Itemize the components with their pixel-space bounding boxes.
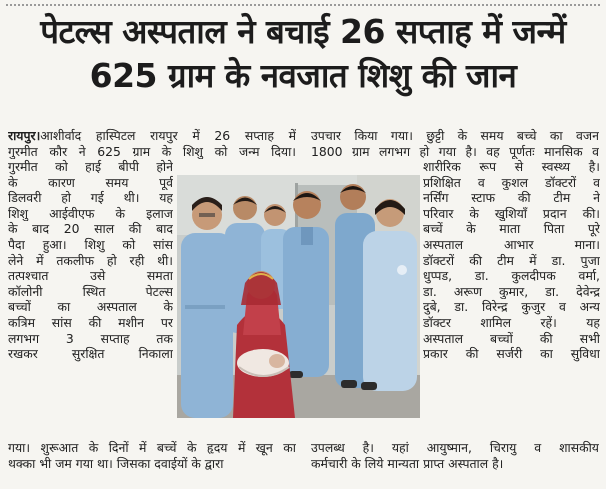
article-line: कॉलोनी स्थित पेटल्स xyxy=(8,283,173,299)
article-left-column xyxy=(8,159,173,362)
article-bottom-right xyxy=(311,440,599,471)
article-line: लेने में तकलीफ हो रही थी। xyxy=(8,252,173,268)
article-line xyxy=(8,128,296,144)
article-bottom-left xyxy=(8,440,296,471)
article-line: अस्पताल आभार माना। xyxy=(423,236,600,252)
article-line: के कारण समय पूर्व xyxy=(8,174,173,190)
article-line: उपलब्ध है। यहां आयुष्मान, चिरायु व शासकीय xyxy=(311,440,599,455)
article-line: तत्पश्चात उसे समता xyxy=(8,268,173,284)
article-line: डा. अरूण कुमार, डा. देवेन्द्र xyxy=(423,283,600,299)
article-top-right xyxy=(311,128,599,159)
hospital-team-photo xyxy=(177,175,420,418)
article-line: शारीरिक रूप से स्वस्थ्य है। xyxy=(423,159,600,174)
news-photo xyxy=(177,175,420,418)
article-line: अस्पताल बच्चों की सभी xyxy=(423,330,600,346)
article-line: गया। शुरूआत के दिनों में बच्चें के हृदय में खून का xyxy=(8,440,296,455)
article-line: गुरमीत को हाई बीपी होने xyxy=(8,159,173,174)
article-right-column xyxy=(423,159,600,362)
article-line: बच्चों का अस्पताल के xyxy=(8,299,173,315)
article-line: धुप्पड, डा. कुलदीपक वर्मा, xyxy=(423,268,600,284)
article-line: थक्का भी जम गया था। जिसका दवाईयों के द्वारा xyxy=(8,455,224,471)
article-line: परिवार के खुशियाँ प्रदान की। xyxy=(423,205,600,221)
article-line: डिलवरी हो गई थी। यह xyxy=(8,190,173,206)
article-line: बच्चें के माता पिता पूरे xyxy=(423,221,600,237)
article-line: प्रशिक्षित व कुशल डॉक्टरों व xyxy=(423,174,600,190)
article-top-left xyxy=(8,128,296,159)
article-line: कर्मचारी के लिये मान्यता प्राप्त अस्पताल है। xyxy=(311,455,504,471)
article-line: रखकर सुरक्षित निकाला xyxy=(8,346,173,362)
article-line: डॉक्टरों की टीम में डा. पुजा xyxy=(423,252,600,268)
headline-line-1: पेटल्स अस्पताल ने बचाई 26 सप्ताह में जन्में xyxy=(40,12,566,51)
article-line: गुरमीत कौर ने 625 ग्राम के शिशु को जन्म दिया। xyxy=(8,143,296,159)
article-line: के बाद 20 साल की बाद xyxy=(8,221,173,237)
article-line: प्रकार की सर्जरी का सुविधा xyxy=(423,346,600,362)
article-line: शिशु आईवीएफ के इलाज xyxy=(8,205,173,221)
article-line: लगभग 3 सप्ताह तक xyxy=(8,330,173,346)
article-line: पैदा हुआ। शिशु को सांस xyxy=(8,236,173,252)
article-line: नर्सिंग स्टाफ की टीम ने xyxy=(423,190,600,206)
dotted-border xyxy=(6,4,600,6)
article-text: आशीर्वाद हास्पिटल रायपुर में 26 सप्ताह में xyxy=(40,128,296,143)
article-line: 1800 ग्राम लगभग हो गया है। वह पूर्णतः मानसिक व xyxy=(311,143,599,159)
dateline: रायपुर। xyxy=(8,128,41,143)
article-line: कत्रिम सांस की मशीन पर xyxy=(8,314,173,330)
headline-line-2: 625 ग्राम के नवजात शिशु की जान xyxy=(89,56,517,95)
article-line: उपचार किया गया। छुट्टी के समय बच्चे का वजन xyxy=(311,128,599,143)
article-line: डॉक्टर शामिल रहें। यह xyxy=(423,314,600,330)
article-line: दुबे, डा. विरेन्द्र कुजुर व अन्य xyxy=(423,299,600,315)
headline xyxy=(0,10,606,98)
